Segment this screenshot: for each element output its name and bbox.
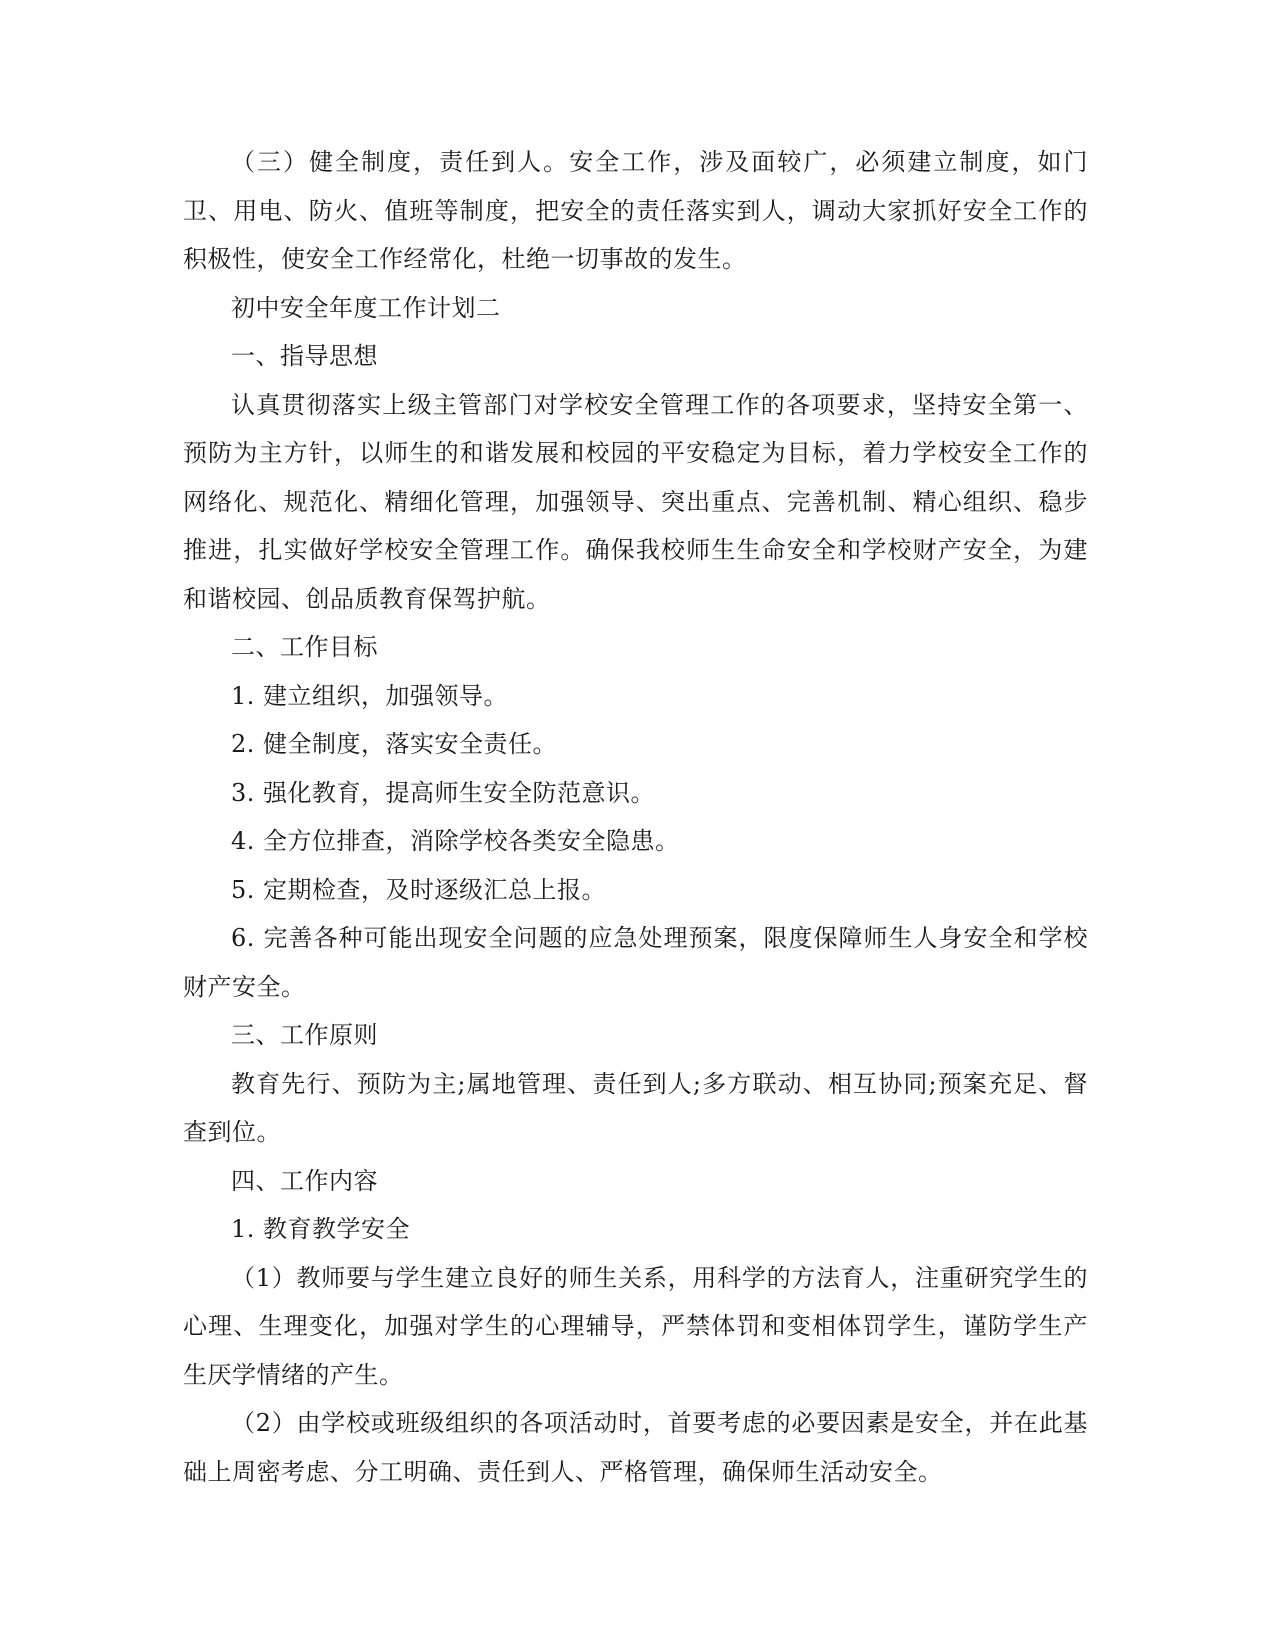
paragraph-teaching-safety-2: （2）由学校或班级组织的各项活动时，首要考虑的必要因素是安全，并在此基础上周密考虑、分工明确、责任到人、严格管理，确保师生活动安全。 [183, 1409, 1088, 1486]
list-item-goal-5: 5. 定期检查，及时逐级汇总上报。 [231, 875, 607, 904]
section-title-plan-two: 初中安全年度工作计划二 [231, 293, 501, 322]
heading-work-goals: 二、工作目标 [231, 633, 378, 661]
list-item-goal-4: 4. 全方位排查，消除学校各类安全隐患。 [231, 827, 680, 855]
heading-guiding-ideology: 一、指导思想 [231, 342, 378, 370]
paragraph-guiding-ideology: 认真贯彻落实上级主管部门对学校安全管理工作的各项要求，坚持安全第一、预防为主方针，以师生的和谐发展和校园的平安稳定为目标，着力学校安全工作的网络化、规范化、精细化管理，加强领导、突出重点、完善机制、精心组织、稳步推进，扎实做好学校安全管理工作。确保我校师生生命安全和学校财产安全，为建和谐校园、创品质教育保驾护航。 [183, 390, 1088, 613]
heading-work-content: 四、工作内容 [231, 1166, 378, 1195]
list-item-goal-2: 2. 健全制度，落实安全责任。 [231, 730, 558, 758]
paragraph-teaching-safety-1: （1）教师要与学生建立良好的师生关系，用科学的方法育人，注重研究学生的心理、生理变化，加强对学生的心理辅导，严禁体罚和变相体罚学生，谨防学生产生厌学情绪的产生。 [183, 1263, 1088, 1389]
paragraph-work-principles: 教育先行、预防为主;属地管理、责任到人;多方联动、相互协同;预案充足、督查到位。 [183, 1069, 1088, 1146]
subheading-teaching-safety: 1. 教育教学安全 [231, 1215, 411, 1243]
heading-work-principles: 三、工作原则 [231, 1021, 378, 1049]
list-item-goal-3: 3. 强化教育，提高师生安全防范意识。 [231, 778, 656, 807]
list-item-goal-6: 6. 完善各种可能出现安全问题的应急处理预案，限度保障师生人身安全和学校财产安全。 [183, 924, 1088, 1001]
list-item-goal-1: 1. 建立组织，加强领导。 [231, 681, 509, 710]
paragraph-system-responsibility: （三）健全制度，责任到人。安全工作，涉及面较广，必须建立制度，如门卫、用电、防火、值班等制度，把安全的责任落实到人，调动大家抓好安全工作的积极性，使安全工作经常化，杜绝一切事故的发生。 [183, 148, 1088, 273]
document-body [183, 138, 1088, 1496]
